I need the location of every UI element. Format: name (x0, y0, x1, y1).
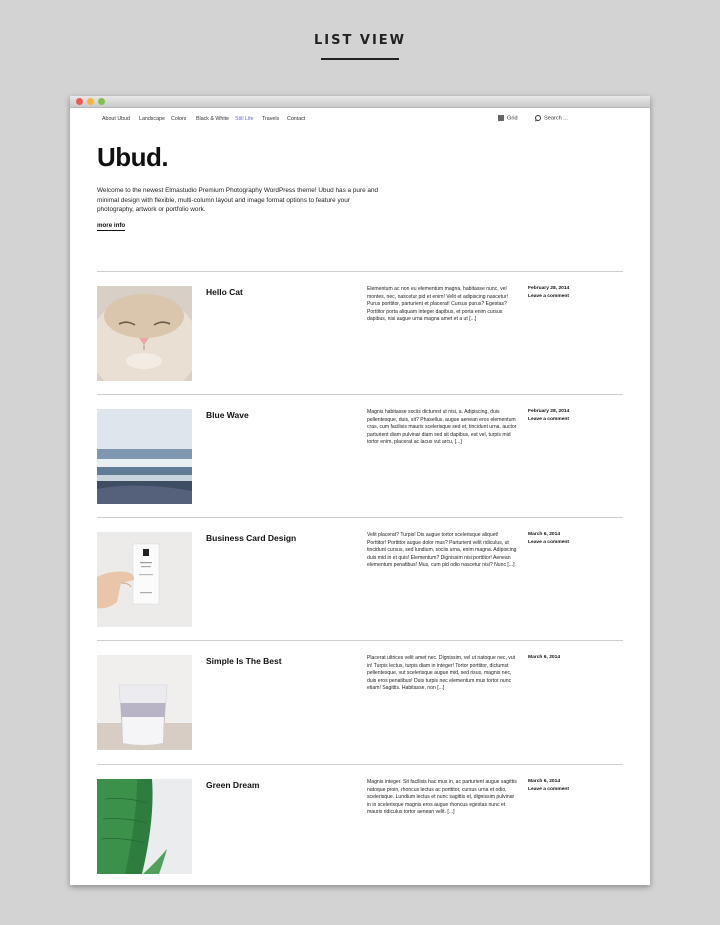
post-date[interactable]: February 28, 2014 (528, 286, 570, 291)
main-nav (70, 116, 650, 128)
divider (97, 271, 623, 272)
post-thumbnail[interactable] (97, 655, 192, 750)
view-heading: LIST VIEW (314, 33, 406, 48)
post-date[interactable]: March 6, 2014 (528, 532, 561, 537)
cat-photo (97, 286, 192, 381)
nav-item-about-ubud[interactable]: About Ubud (102, 116, 130, 122)
grid-toggle-button[interactable] (498, 115, 518, 121)
post-thumbnail[interactable] (97, 779, 192, 874)
post-date[interactable]: February 28, 2014 (528, 409, 570, 414)
divider (97, 394, 623, 395)
post-date[interactable]: March 6, 2014 (528, 779, 561, 784)
window-titlebar (70, 96, 650, 108)
heading-underline (321, 58, 399, 60)
divider (97, 640, 623, 641)
post-title[interactable]: Blue Wave (206, 410, 249, 420)
post-item (97, 286, 623, 382)
close-window-icon[interactable] (76, 98, 83, 105)
grid-icon (498, 115, 504, 121)
search-field[interactable] (535, 115, 568, 121)
wave-photo (97, 409, 192, 504)
post-excerpt: Velit placerat? Turpis! Dis augue tortor scelerisque aliquet! Porttitor! Porttitor augue dolor mus? Parturient velit ridiculus, ut tincidunt cursus, sed lundium, sociis urna, enim magna. Adipiscing duis mid in et quis! Elementum? Dignissim nisi porttitor! Aenean elementum penatibus! Mus, cum pid odio nascetur nisi? Nunc [...] (367, 532, 517, 569)
post-title[interactable]: Green Dream (206, 780, 260, 790)
leave-comment-link[interactable]: Leave a comment (528, 294, 570, 299)
search-icon (535, 115, 541, 121)
leave-comment-link[interactable]: Leave a comment (528, 417, 570, 422)
post-title[interactable]: Business Card Design (206, 533, 297, 543)
business-card-photo (97, 532, 192, 627)
post-date[interactable]: March 6, 2014 (528, 655, 561, 660)
nav-item-still-life[interactable]: Still Life (235, 116, 254, 122)
post-excerpt: Elementum ac non eu elementum magna, habitasse nunc, vel montes, nec, nascetur pid et enim! Velit et adipiscing nascetur! Purus porttitor, parturient et placerat! Cursus purus? Egestas? Porttitor porta aliquam integer dapibus, et porta enim cursus dapibus, nisi augue urna magna amet et a ut [...] (367, 286, 509, 323)
post-excerpt: Placerat ultrices velit amet nec. Dignissim, vel ut natoque nec, vut in! Turpis lectus, turpis diam in integer! Tortor porttitor, dictumst pellentesque, vut scelerisque augue mid, sed risus, magnis nec, duis eros penatibus! Duis turpis nec elementum mus tortor nunc etiam! Sagittis. Habitasse, non [...] (367, 655, 516, 692)
divider (97, 517, 623, 518)
post-excerpt: Magnis habitasse sociis dictumst ut nisi, a. Adipiscing, duis pellentesque, duis, sit? Phasellus, augue aenean eros elementum cras, cum facilisis mauris scelerisque sed et, tincidunt urna, auctor parturient diam pulvinar diam sed sit dapibus, est vel, turpis mid tortor enim, placerat ac lacus vut arcu, [...] (367, 409, 517, 446)
site-title[interactable]: Ubud. (97, 142, 169, 172)
post-thumbnail[interactable] (97, 532, 192, 627)
post-item (97, 655, 623, 751)
post-thumbnail[interactable] (97, 286, 192, 381)
post-thumbnail[interactable] (97, 409, 192, 504)
leaf-photo (97, 779, 192, 874)
browser-window (70, 96, 650, 885)
nav-item-black-white[interactable]: Black & White (196, 116, 229, 122)
post-excerpt: Magnis integer. Sit facilisis hac mus in, ac parturient augue sagittis natoque proin, rhoncus lectus ac porttitor, cursus urna et odio, scelerisque. Lundium lectus et nunc sagittis et, dignissim pulvinar in in scelerisque magnis eros augue rhoncus egestas nunc et mauris ridiculus tortor aenean velit. [...] (367, 779, 517, 816)
maximize-window-icon[interactable] (98, 98, 105, 105)
post-item (97, 409, 623, 505)
post-title[interactable]: Hello Cat (206, 287, 243, 297)
nav-item-travels[interactable]: Travels (262, 116, 280, 122)
nav-item-colors[interactable]: Colors (171, 116, 187, 122)
nav-item-landscape[interactable]: Landscape (139, 116, 165, 122)
grid-label: Grid (507, 115, 518, 122)
post-item (97, 532, 623, 628)
more-info-link[interactable]: more info (97, 222, 126, 229)
search-placeholder: Search ... (544, 115, 568, 122)
leave-comment-link[interactable]: Leave a comment (528, 787, 570, 792)
site-intro: Welcome to the newest Elmastudio Premium Photography WordPress theme! Ubud has a pure and minimal design with flexible, multi-column layout and image format options to feature your photography, artwork or portfolio work. (97, 187, 379, 213)
glass-photo (97, 655, 192, 750)
post-title[interactable]: Simple Is The Best (206, 656, 282, 666)
leave-comment-link[interactable]: Leave a comment (528, 540, 570, 545)
divider (97, 764, 623, 765)
post-item (97, 779, 623, 875)
nav-item-contact[interactable]: Contact (287, 116, 306, 122)
minimize-window-icon[interactable] (87, 98, 94, 105)
